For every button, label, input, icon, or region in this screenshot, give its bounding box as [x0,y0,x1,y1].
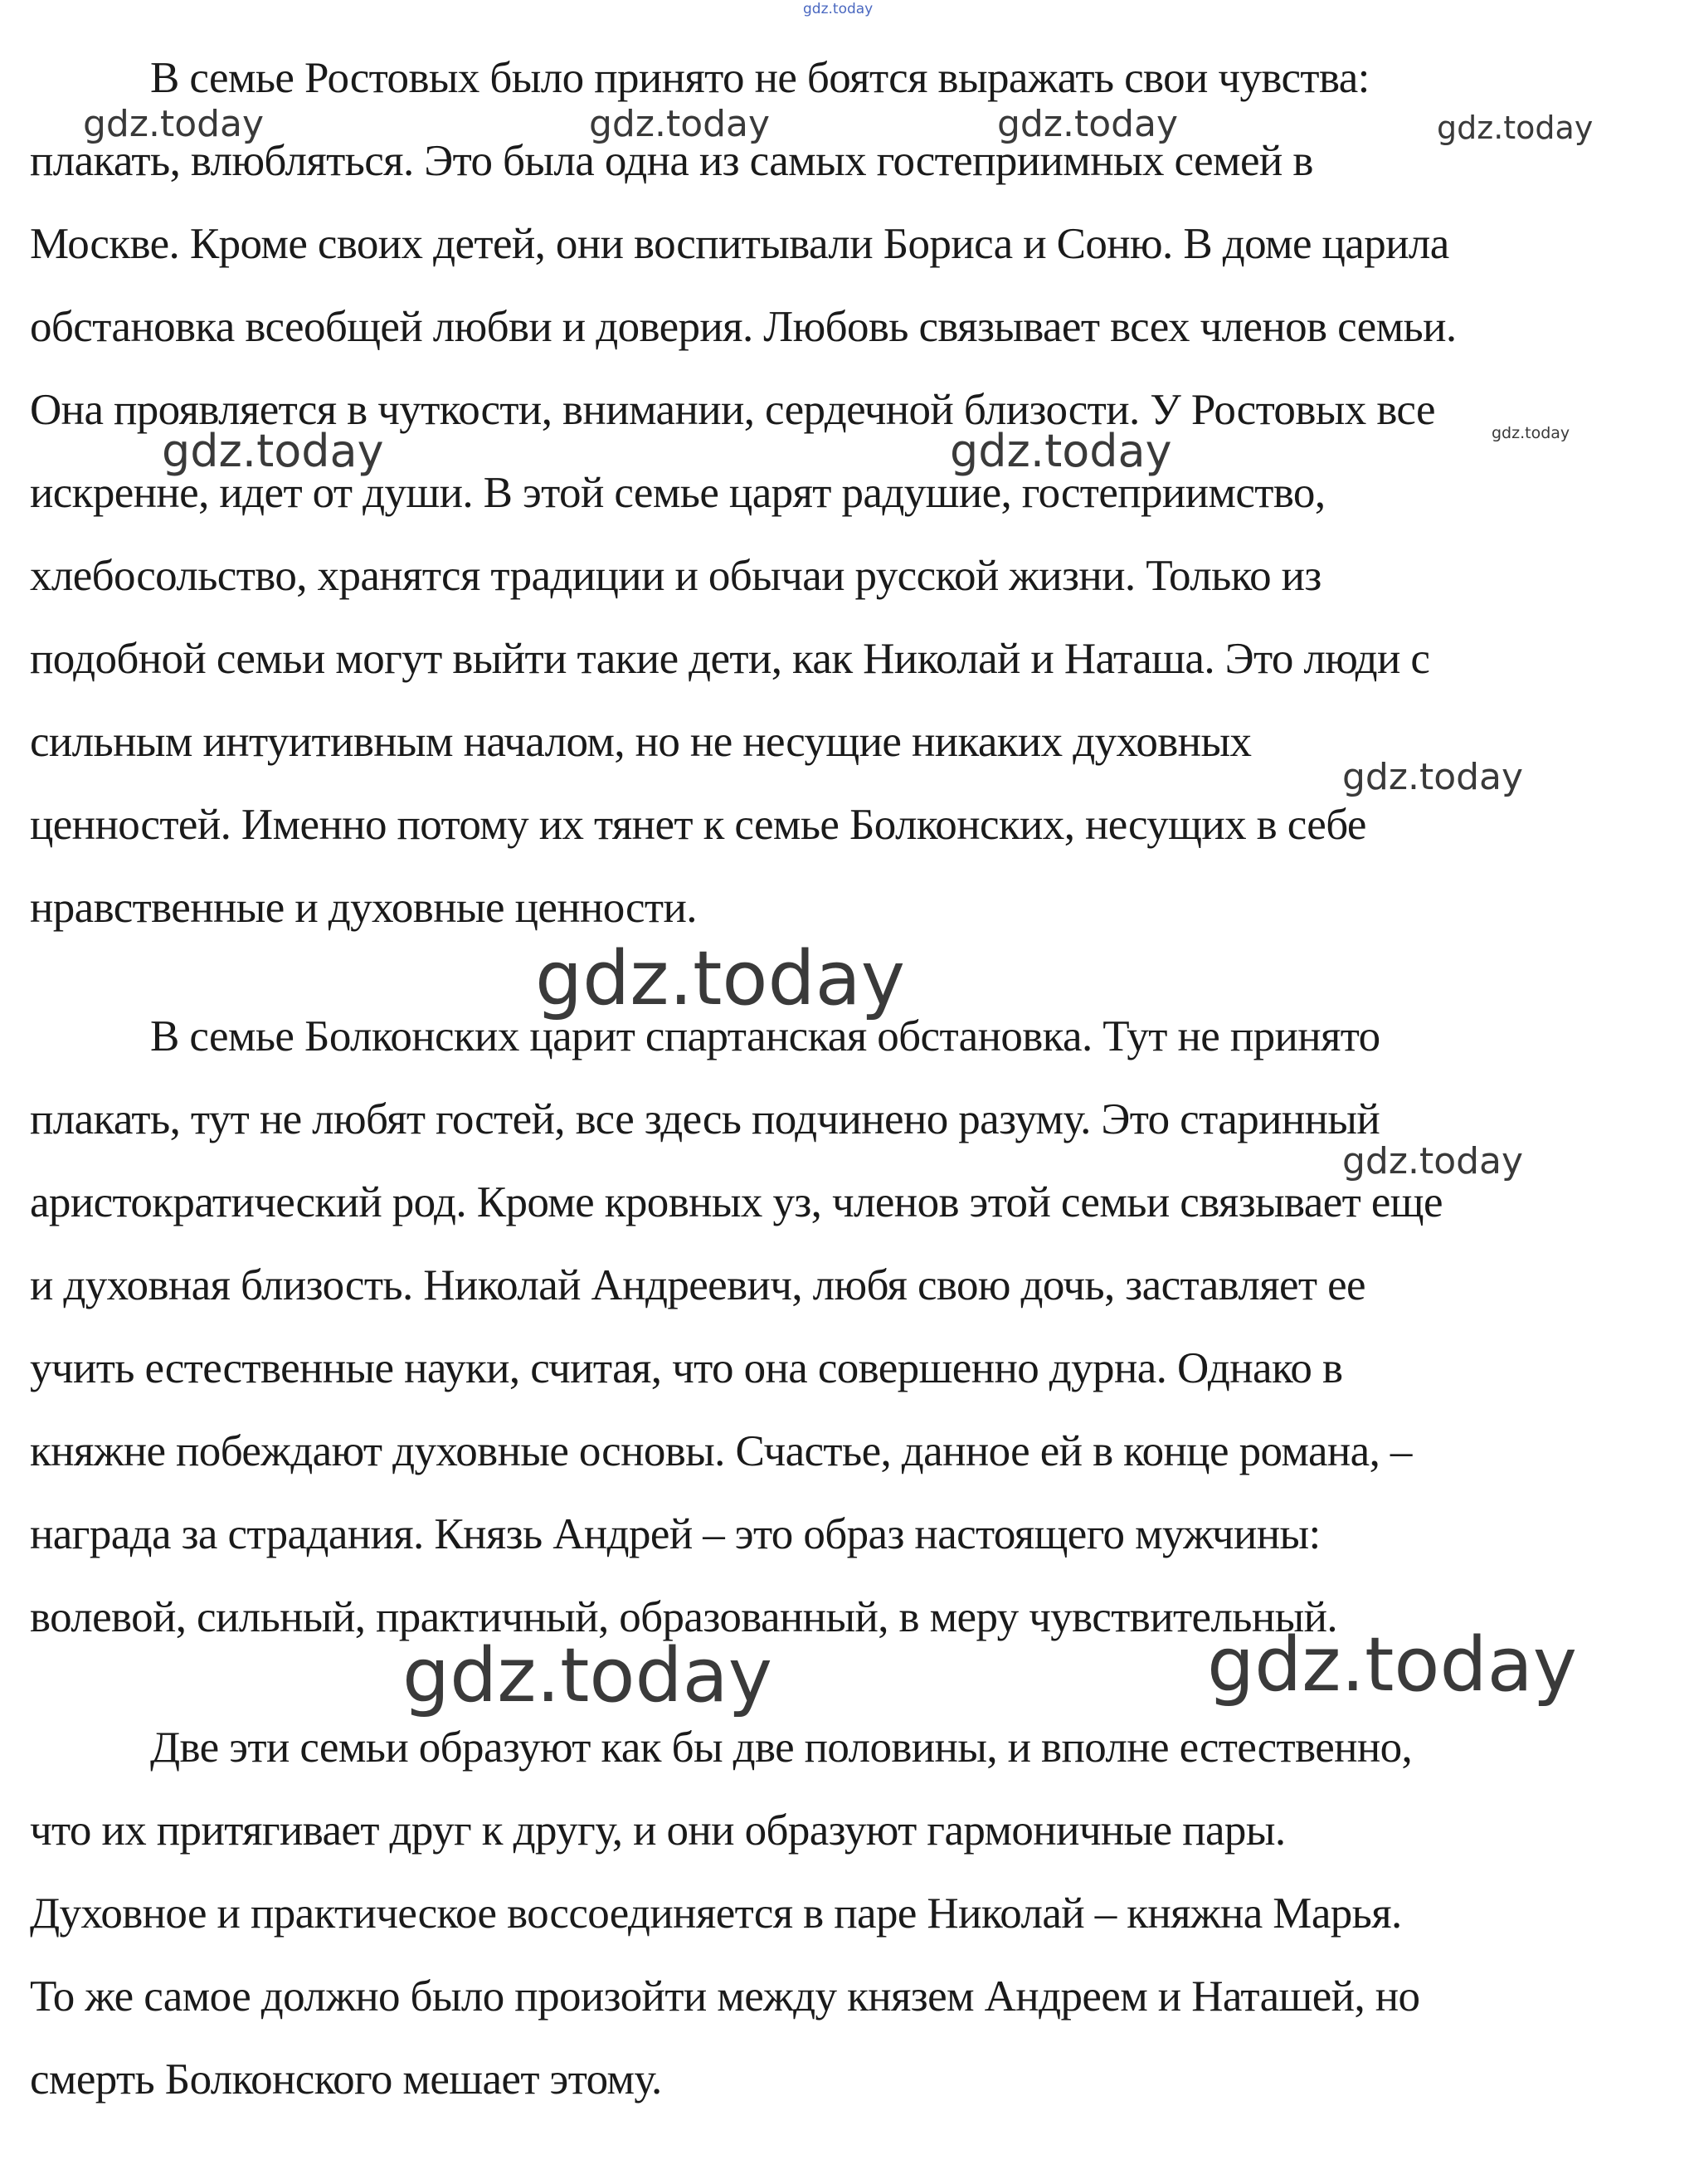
text-line: смерть Болконского мешает этому. [30,2055,662,2104]
text-line: В семье Болконских царит спартанская обстановка. Тут не принято [150,1012,1380,1060]
text-line: княжне побеждают духовные основы. Счастье, данное ей в конце романа, – [30,1427,1412,1475]
watermark: gdz.today [950,425,1172,477]
text-line: То же самое должно было произойти между князем Андреем и Наташей, но [30,1972,1420,2021]
text-line: ценностей. Именно потому их тянет к семье Болконских, несущих в себе [30,801,1366,849]
text-line: награда за страдания. Князь Андрей – это образ настоящего мужчины: [30,1510,1321,1558]
watermark: gdz.today [997,103,1179,145]
watermark: gdz.today [589,103,771,145]
text-line: хлебосольство, хранятся традиции и обычаи русской жизни. Только из [30,552,1322,600]
text-line: искренне, идет от души. В этой семье царят радушие, гостеприимство, [30,469,1326,517]
watermark: gdz.today [1207,1621,1578,1709]
text-line: волевой, сильный, практичный, образованный, в меру чувствительный. [30,1593,1338,1641]
text-line: подобной семьи могут выйти такие дети, как Николай и Наташа. Это люди с [30,635,1430,683]
text-line: Она проявляется в чуткости, внимании, сердечной близости. У Ростовых все [30,386,1435,434]
text-line: и духовная близость. Николай Андреевич, любя свою дочь, заставляет ее [30,1261,1365,1309]
text-line: Духовное и практическое воссоединяется в паре Николай – княжна Марья. [30,1889,1402,1938]
watermark: gdz.today [1342,1140,1524,1182]
text-line: Две эти семьи образуют как бы две половины, и вполне естественно, [150,1723,1413,1772]
text-line: нравственные и духовные ценности. [30,884,697,932]
watermark: gdz.today [1492,424,1570,442]
text-line: плакать, влюбляться. Это была одна из самых гостеприимных семей в [30,137,1313,185]
text-line: учить естественные науки, считая, что она совершенно дурна. Однако в [30,1344,1343,1392]
text-line: обстановка всеобщей любви и доверия. Любовь связывает всех членов семьи. [30,303,1457,351]
watermark: gdz.today [402,1632,773,1719]
watermark: gdz.today [535,935,906,1022]
watermark: gdz.today [1437,110,1594,146]
text-line: аристократический род. Кроме кровных уз, членов этой семьи связывает еще [30,1178,1443,1226]
text-line: Москве. Кроме своих детей, они воспитывали Бориса и Соню. В доме царила [30,220,1449,268]
text-line: плакать, тут не любят гостей, все здесь подчинено разуму. Это старинный [30,1095,1380,1143]
text-line: что их притягивает друг к другу, и они образуют гармоничные пары. [30,1806,1286,1855]
text-line: сильным интуитивным началом, но не несущие никаких духовных [30,718,1252,766]
watermark: gdz.today [83,103,265,145]
watermark: gdz.today [803,1,874,17]
watermark: gdz.today [162,425,384,477]
watermark: gdz.today [1342,756,1524,798]
text-line: В семье Ростовых было принято не боятся выражать свои чувства: [150,54,1370,102]
